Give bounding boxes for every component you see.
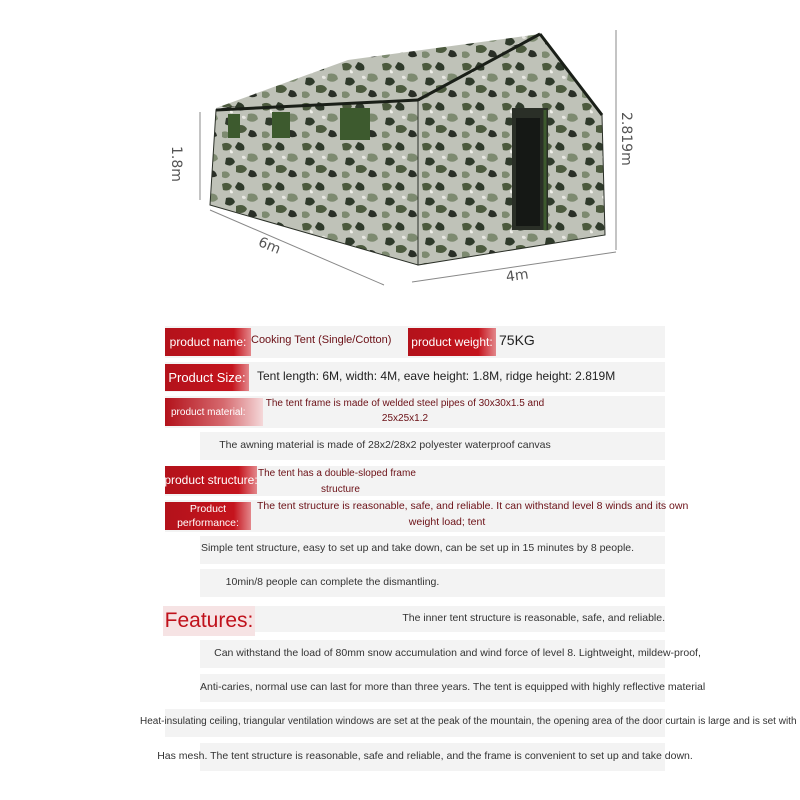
feature-line-2: Can withstand the load of 80mm snow accumulation and wind force of level 8. Lightweight, mildew-proof,: [214, 647, 701, 659]
value-performance-line-1: The tent structure is reasonable, safe, and reliable. It can withstand level 8 winds and its own: [257, 500, 689, 512]
value-material-line-1: The tent frame is made of welded steel pipes of 30x30x1.5 and: [265, 398, 545, 409]
feature-line-3: Anti-caries, normal use can last for more than three years. The tent is equipped with highly reflective material: [200, 681, 706, 693]
dimension-ridge-height: 2.819m: [618, 112, 634, 166]
value-performance-line-4: 10min/8 people can complete the dismantling.: [225, 576, 440, 588]
tent-product-image: [180, 20, 650, 310]
value-material-line-2: 25x25x1.2: [381, 413, 429, 424]
value-product-size: Tent length: 6M, width: 4M, eave height: 1.8M, ridge height: 2.819M: [257, 369, 616, 383]
value-product-name: Cooking Tent (Single/Cotton): [251, 334, 392, 346]
dimension-eave-height: 1.8m: [168, 146, 184, 182]
value-product-weight: 75KG: [499, 332, 535, 348]
value-material-line-3: The awning material is made of 28x2/28x2 polyester waterproof canvas: [219, 439, 551, 451]
dimension-length: 6m: [255, 234, 283, 258]
label-product-performance: [165, 502, 251, 530]
label-performance-line-1: Product: [189, 503, 227, 515]
feature-line-4: Heat-insulating ceiling, triangular ventilation windows are set at the peak of the mountain, the opening area of the door curtain is large and is set with: [140, 716, 797, 727]
label-product-size: Product Size:: [165, 364, 249, 391]
dimension-width: 4m: [504, 266, 530, 286]
label-product-material: product material:: [165, 398, 263, 426]
value-performance-line-2: weight load; tent: [408, 516, 486, 528]
label-product-structure: product structure:: [165, 466, 257, 494]
label-product-name: product name:: [165, 328, 251, 356]
feature-line-1: The inner tent structure is reasonable, safe, and reliable.: [402, 612, 665, 624]
value-performance-line-3: Simple tent structure, easy to set up and take down, can be set up in 15 minutes by 8 people.: [200, 542, 635, 554]
value-structure-line-2: structure: [321, 484, 360, 495]
label-performance-line-2: performance:: [177, 517, 239, 529]
features-heading: Features:: [163, 606, 255, 636]
value-structure-line-1: The tent has a double-sloped frame: [258, 468, 416, 479]
label-product-weight: product weight:: [408, 328, 496, 356]
feature-line-5: Has mesh. The tent structure is reasonable, safe and reliable, and the frame is convenient to set up and take down.: [157, 750, 693, 762]
